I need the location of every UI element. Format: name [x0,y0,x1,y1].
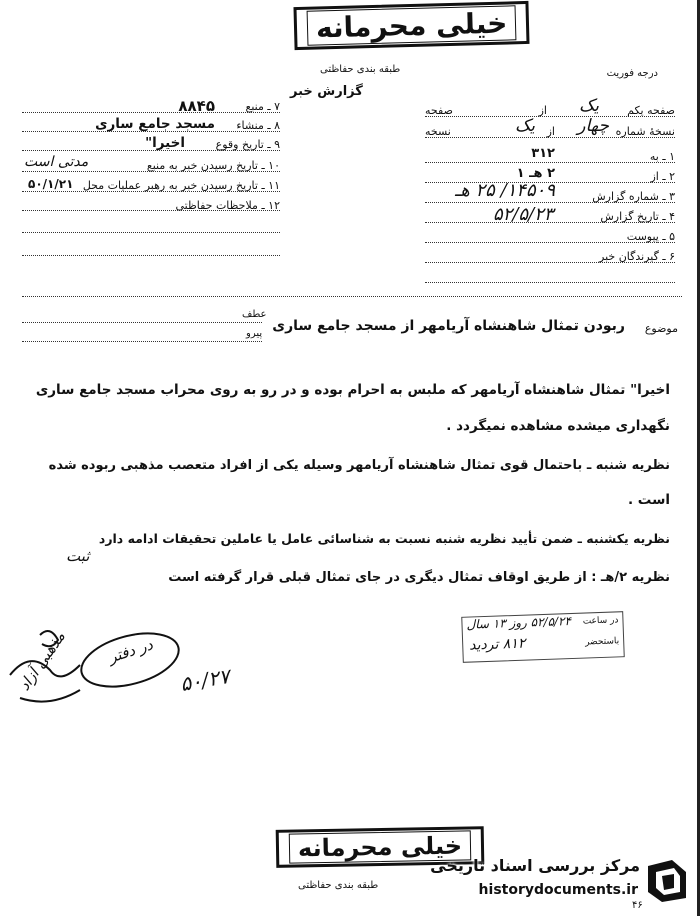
handwritten-annotations [0,620,300,730]
ref-peyro-label: پیرو [246,328,263,339]
field-value-to: ۳۱۲ [531,146,555,161]
receipt-stamp [461,611,625,663]
field-label-report-number: ۳ ـ شماره گزارش [592,190,675,203]
watermark-url: historydocuments.ir [478,882,638,898]
body-p1-line1: اخیرا" تمثال شاهنشاه آریامهر که ملبس به احرام بوده و در رو به روی محراب مسجد جامع ساری [35,382,670,398]
field-value-occurrence-date: اخیرا" [145,135,185,151]
field-label-occurrence-date: ۹ ـ تاریخ وقوع [215,138,280,151]
classification-stamp-bottom-text: خیلی محرمانه [289,830,472,863]
body-p2-line1: نظریه شنبه ـ باحتمال قوی تمثال شاهنشاه آریامهر وسیله یکی از افراد متعصب مذهبی ربوده شده [48,458,670,473]
field-value-from: ۲ هـ ۱ [516,166,555,181]
classification-stamp-text: خیلی محرمانه [307,5,517,45]
field-label-to: ۱ ـ به [649,150,675,163]
body-p3-note: ثبت [66,547,90,565]
page-of-label: از [538,104,547,117]
page-label: صفحه یکم [627,104,675,117]
receipt-line2-value: ۸۱۲ تردید [468,635,526,654]
field-label-origin: ۸ ـ منشاء [236,119,280,132]
copy-word: نسخه [425,125,451,138]
copy-total: چهار [577,116,609,136]
field-value-origin: مسجد جامع ساری [95,116,215,132]
field-label-recipients: ۶ ـ گیرندگان خبر [599,250,675,263]
body-p3-line1: نظریه یکشنبه ـ ضمن تأیید نظریه شنبه نسبت به شناسائی عامل یا عاملین تحقیقات ادامه دارد [98,531,670,546]
field-label-source-date: ۱۰ ـ تاریخ رسیدن خبر به منبع [146,159,280,172]
copy-number: یک [515,116,535,136]
page-total: یک [579,96,599,116]
annotation-note-office: در دفتر [106,635,156,667]
page-word: صفحه [425,104,453,117]
field-value-report-date: ۵۲/۵/۲۳ [493,204,554,225]
ref-atf-label: عطف [242,309,267,320]
subject-label: موضوع [644,322,678,335]
annotation-note-signature: مذهبی آزاد [15,628,69,694]
annotation-note-number: ۵۰/۲۷ [178,663,232,697]
field-label-attachment: ۵ ـ پیوست [626,230,675,243]
body-p1-line2: نگهداری میشده مشاهده نمیگردد . [446,418,670,434]
field-value-ops-date: ۵۰/۱/۲۱ [28,177,74,191]
page-number: ۴۶ [632,900,643,911]
field-value-source: ۸۸۴۵ [178,97,215,115]
field-label-report-date: ۴ ـ تاریخ گزارش [600,210,675,223]
subject-text: ربودن تمثال شاهنشاه آریامهر از مسجد جامع ساری [272,318,625,334]
classification-level-label-bottom: طبقه بندی حفاظتی [298,880,379,891]
copy-label: نسخهٔ شماره [615,125,675,138]
report-title: گزارش خبر [290,84,363,99]
field-label-security-notes: ۱۲ ـ ملاحظات حفاظتی [175,199,280,212]
urgency-label: درجه فوریت [606,68,658,79]
field-value-source-date: مدتی است [24,154,89,170]
body-p2-line2: است . [627,492,670,508]
archive-logo-icon [644,858,690,904]
classification-stamp-top [293,1,529,50]
receipt-line1-value: ۵۲/۵/۲۴ روز ۱۳ سال [466,614,572,632]
body-p4-line1: نظریه ۲/هـ : از طریق اوقاف تمثال دیگری در جای تمثال قبلی قرار گرفته است [168,570,670,585]
field-label-from: ۲ ـ از [650,170,675,183]
receipt-line2-label: باستحضر [584,636,620,648]
classification-level-label: طبقه بندی حفاظتی [320,64,401,75]
field-label-source: ۷ ـ منبع [245,100,280,113]
copy-of-label: از [546,125,555,138]
receipt-line1-label: در ساعت [582,615,619,627]
watermark [420,852,696,912]
field-value-report-number: ۱۴۵۰۹/ ۲۵ هـ [455,180,555,201]
header-divider [22,296,682,297]
field-label-ops-date: ۱۱ ـ تاریخ رسیدن خبر به رهبر عملیات محل [82,179,280,192]
watermark-title: مرکز بررسی اسناد تاریخی [430,856,640,875]
